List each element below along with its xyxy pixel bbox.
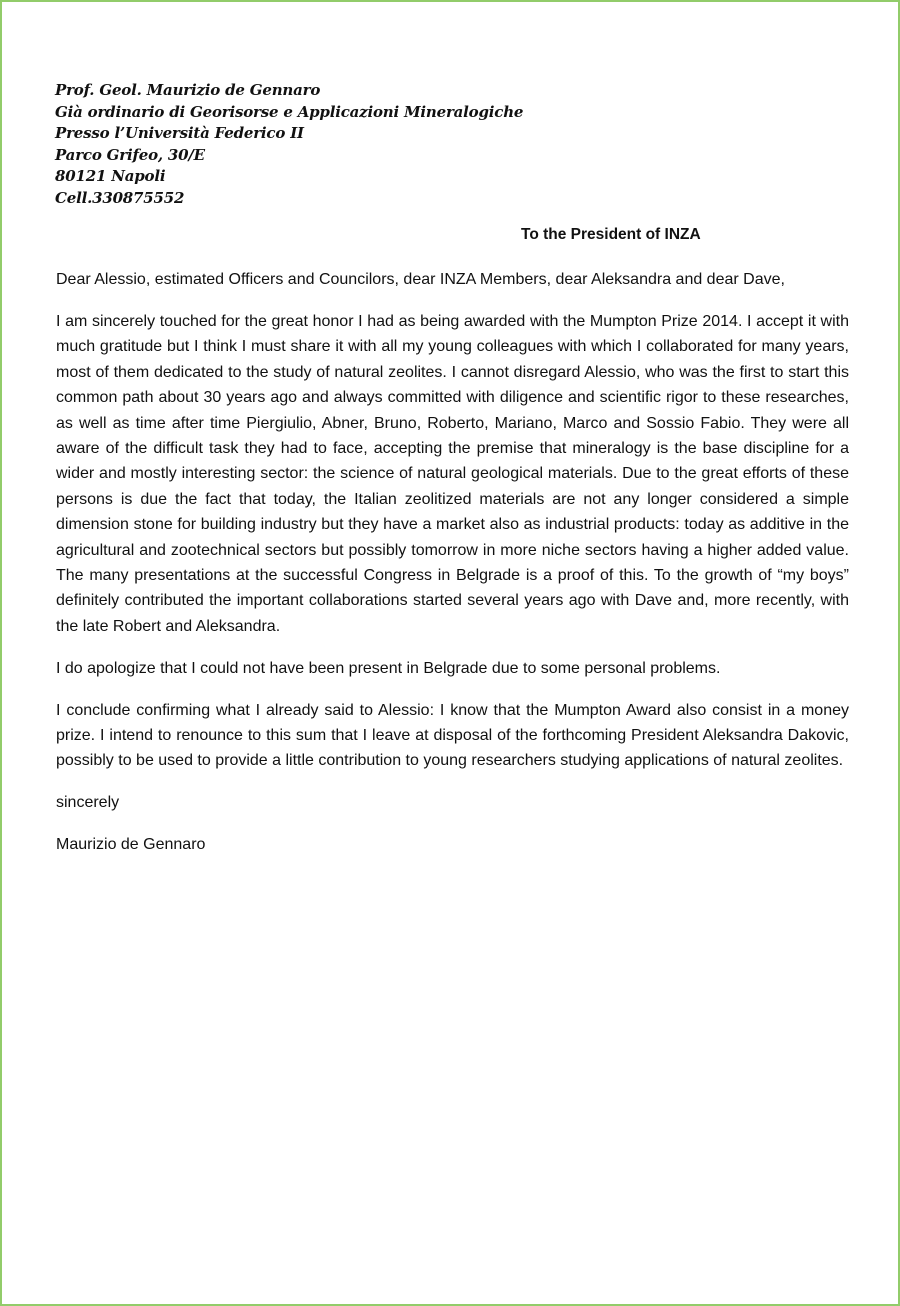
salutation: Dear Alessio, estimated Officers and Councilors, dear INZA Members, dear Aleksandra and dear Dave,: [56, 271, 785, 288]
signature: Maurizio de Gennaro: [56, 836, 206, 854]
paragraph-award: I am sincerely touched for the great honor I had as being awarded with the Mumpton Prize 2014. I accept it with much gratitude but I think I must share it with all my young colleagues with which I collaborated for many years, most of them dedicated to the study of natural zeolites. I cannot disregard Alessio, who was the first to start this common path about 30 years ago and always committed with diligence and scientific rigor to these researches, as well as time after time Piergiulio, Abner, Bruno, Roberto, Mariano, Marco and Sossio Fabio. They were all aware of the difficult task they had to face, accepting the premise that mineralogy is the base discipline for a wider and mostly interesting sector: the science of natural geological materials. Due to the great efforts of these persons is due the fact that today, the Italian zeolitized materials are not any longer considered a simple dimension stone for building industry but they have a market also as industrial products: today as additive in the agricultural and zootechnical sectors but possibly tomorrow in more niche sectors having a higher added value. The many presentations at the successful Congress in Belgrade is a proof of this. To the growth of “my boys” definitely contributed the important collaborations started several years ago with Dave and, more recently, with the late Robert and Aleksandra.: [56, 312, 849, 635]
sender-university: Presso l’Università Federico II: [55, 124, 304, 143]
recipient-line: To the President of INZA: [521, 226, 701, 243]
letterhead: [55, 80, 615, 210]
closing: sincerely: [56, 794, 120, 812]
sender-street: Parco Grifeo, 30/E: [55, 145, 205, 164]
sender-city: 80121 Napoli: [55, 167, 166, 186]
paragraph-conclusion: I conclude confirming what I already said to Alessio: I know that the Mumpton Award also consist in a money prize. I intend to renounce to this sum that I leave at disposal of the forthcoming President Aleksandra Dakovic, possibly to be used to provide a little contribution to young researchers studying applications of natural zeolites.: [56, 701, 849, 770]
sender-name: Prof. Geol. Maurizio de Gennaro: [55, 81, 321, 99]
sender-title: Già ordinario di Georisorse e Applicazioni Mineralogiche: [55, 102, 524, 121]
sender-phone: Cell.330875552: [55, 188, 185, 207]
paragraph-apology: I do apologize that I could not have been present in Belgrade due to some personal problems.: [56, 659, 721, 677]
letter-body: [56, 267, 849, 874]
